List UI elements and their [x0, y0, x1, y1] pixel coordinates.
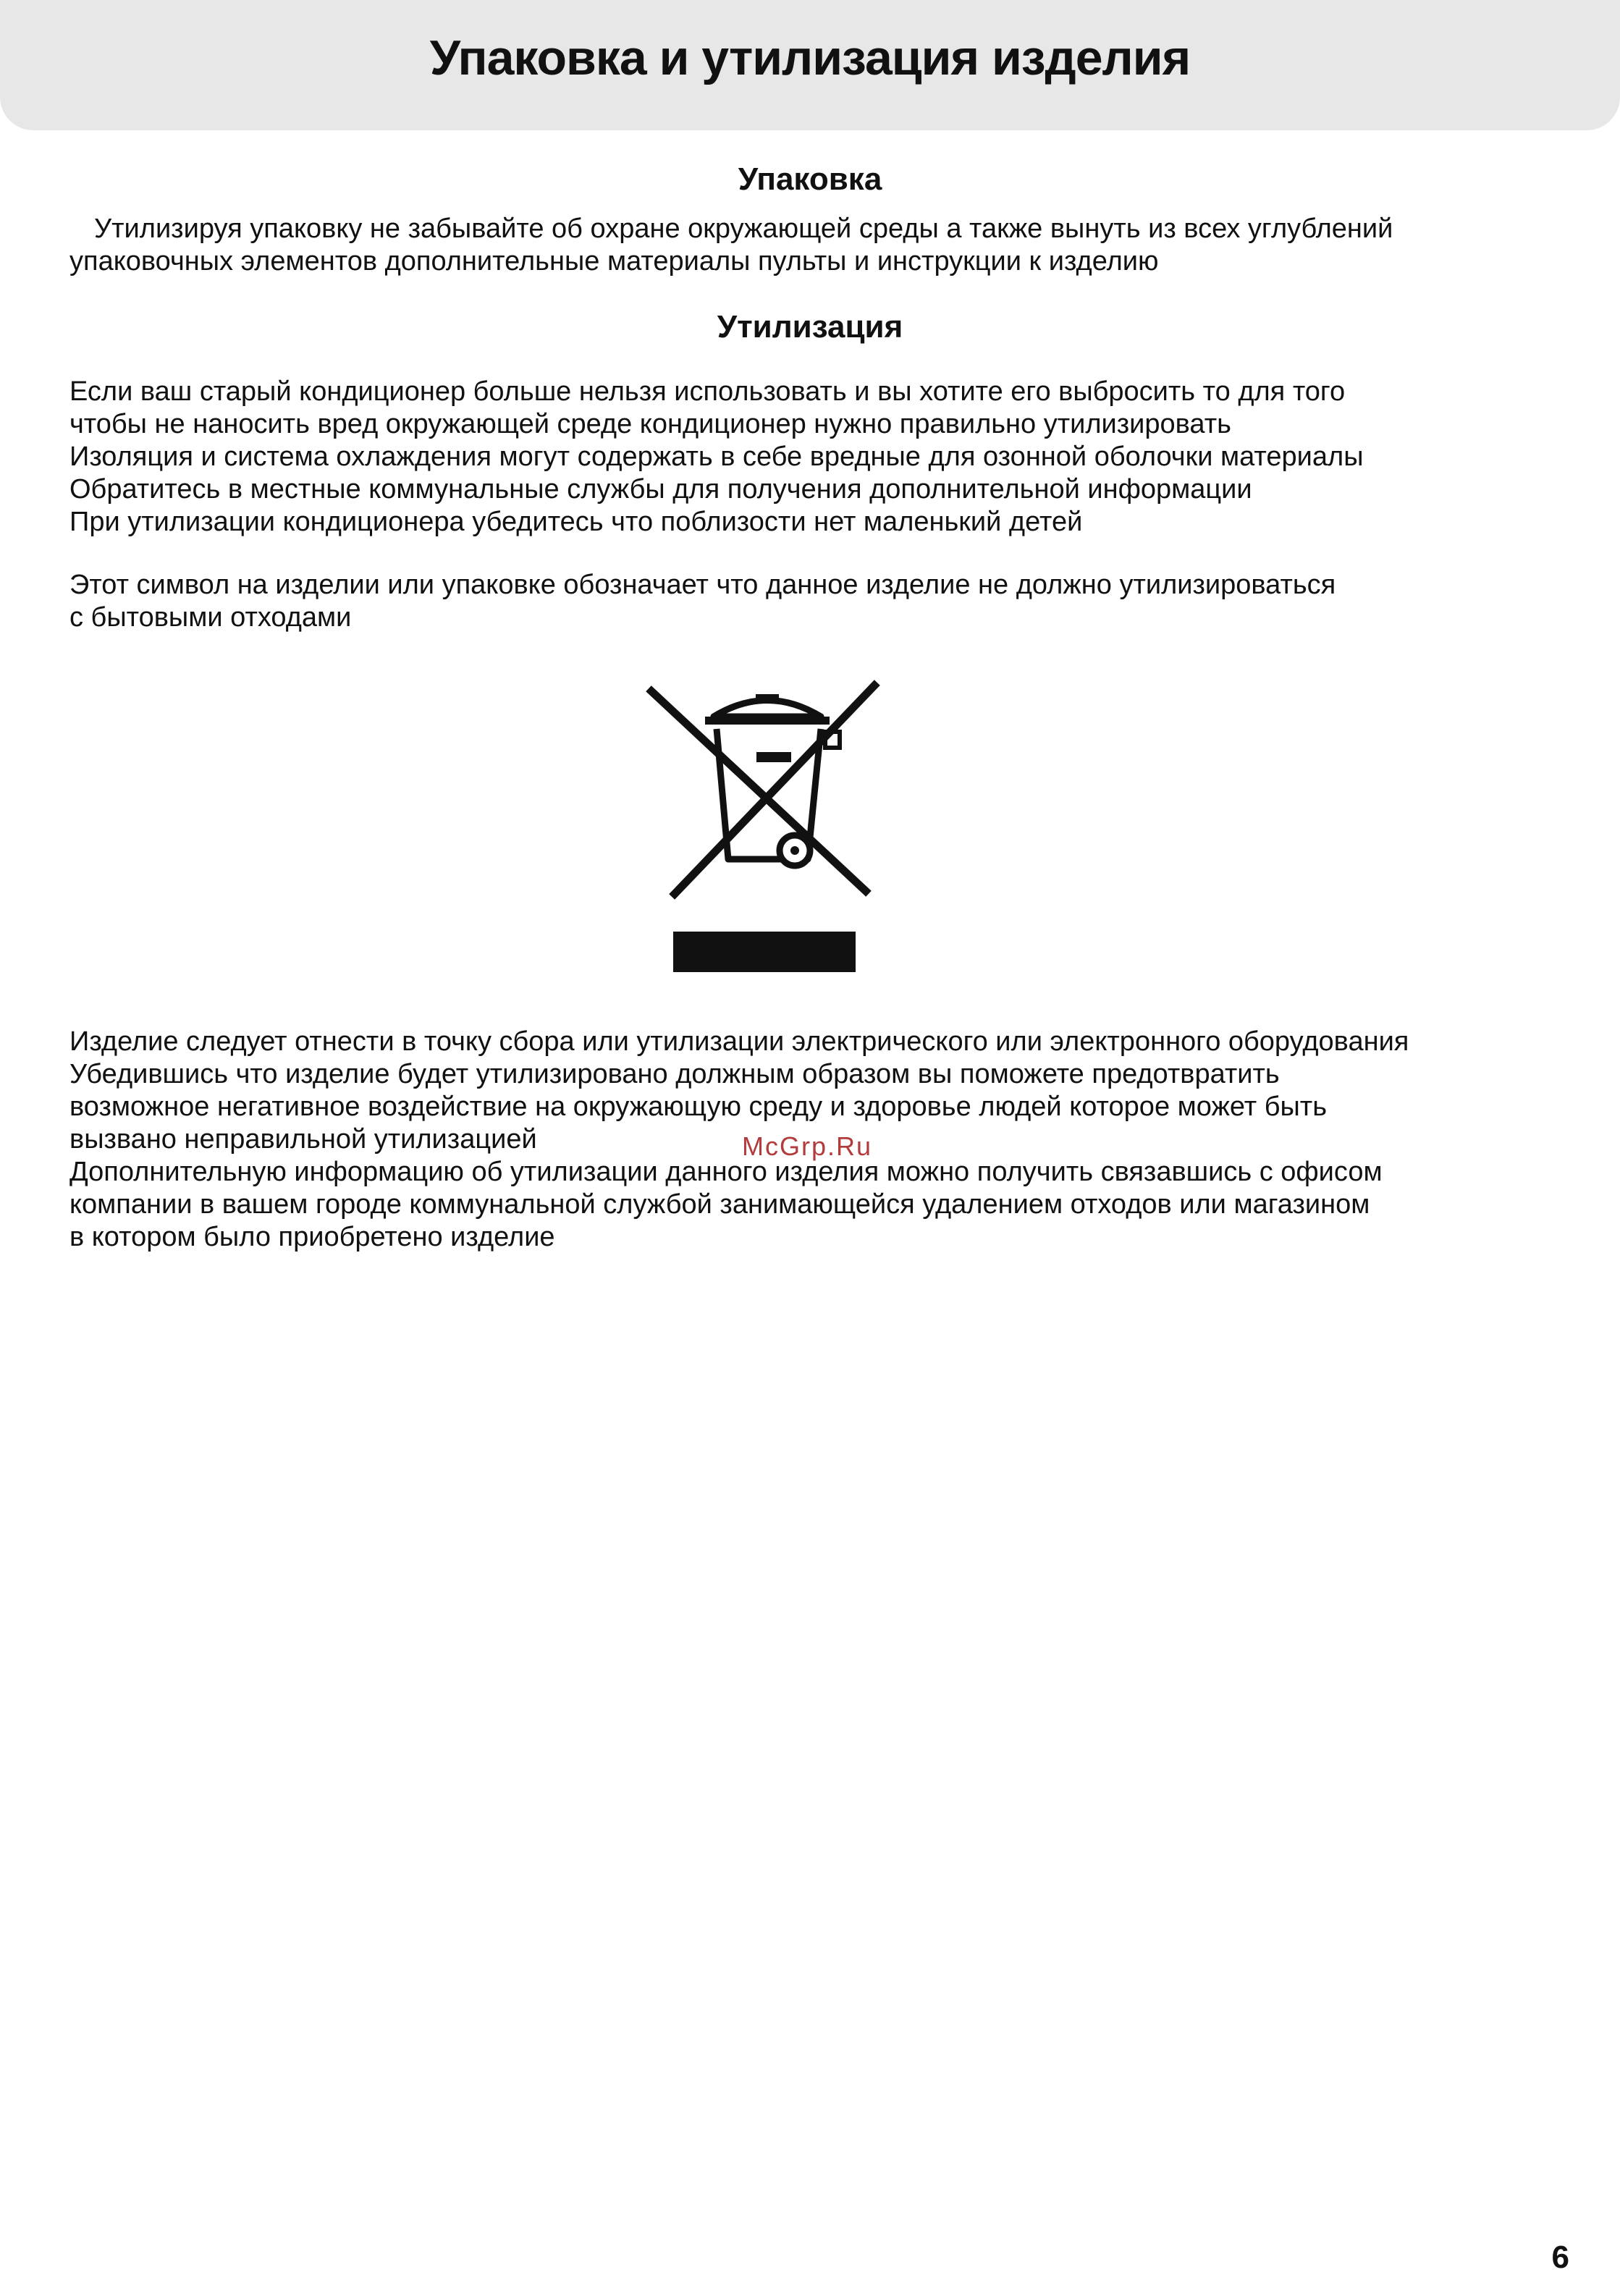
disposal-paragraph-2 [69, 569, 1575, 634]
disposal-line: Дополнительную информацию об утилизации данного изделия можно получить связавшись с офисом [69, 1157, 1383, 1187]
page-title: Упаковка и утилизация изделия [429, 30, 1191, 85]
watermark: McGrp.Ru [742, 1131, 873, 1161]
packaging-line: Утилизируя упаковку не забывайте об охране окружающей среды а также вынуть из всех углублений [94, 214, 1393, 244]
packaging-line: упаковочных элементов дополнительные материалы пульты и инструкции к изделию [69, 246, 1159, 277]
disposal-line: Если ваш старый кондиционер больше нельзя использовать и вы хотите его выбросить то для того [69, 376, 1346, 407]
disposal-heading: Утилизация [717, 309, 903, 345]
disposal-line: Обратитесь в местные коммунальные службы для получения дополнительной информации [69, 474, 1252, 505]
disposal-paragraph-1 [69, 376, 1575, 539]
disposal-line: Изделие следует отнести в точку сбора или утилизации электрического или электронного оборудования [69, 1026, 1409, 1057]
packaging-heading: Упаковка [738, 161, 882, 197]
disposal-line: чтобы не наносить вред окружающей среде кондиционер нужно правильно утилизировать [69, 409, 1231, 439]
disposal-line: вызвано неправильной утилизацией [69, 1124, 537, 1155]
disposal-line: компании в вашем городе коммунальной службой занимающейся удалением отходов или магазином [69, 1189, 1370, 1220]
disposal-line: возможное негативное воздействие на окружающую среду и здоровье людей которое может быть [69, 1092, 1327, 1122]
page-number: 6 [1551, 2240, 1569, 2275]
disposal-line: Этот символ на изделии или упаковке обозначает что данное изделие не должно утилизироваться [69, 570, 1336, 600]
disposal-line: Изоляция и система охлаждения могут содержать в себе вредные для озонной оболочки материалы [69, 442, 1364, 472]
disposal-line: в котором было приобретено изделие [69, 1222, 555, 1252]
disposal-line: Убедившись что изделие будет утилизировано должным образом вы поможете предотвратить [69, 1059, 1280, 1089]
packaging-text [69, 213, 1575, 278]
crossed-out-wheelie-bin-icon [644, 677, 890, 981]
disposal-line: с бытовыми отходами [69, 602, 352, 633]
disposal-line: При утилизации кондиционера убедитесь что поблизости нет маленький детей [69, 507, 1083, 537]
